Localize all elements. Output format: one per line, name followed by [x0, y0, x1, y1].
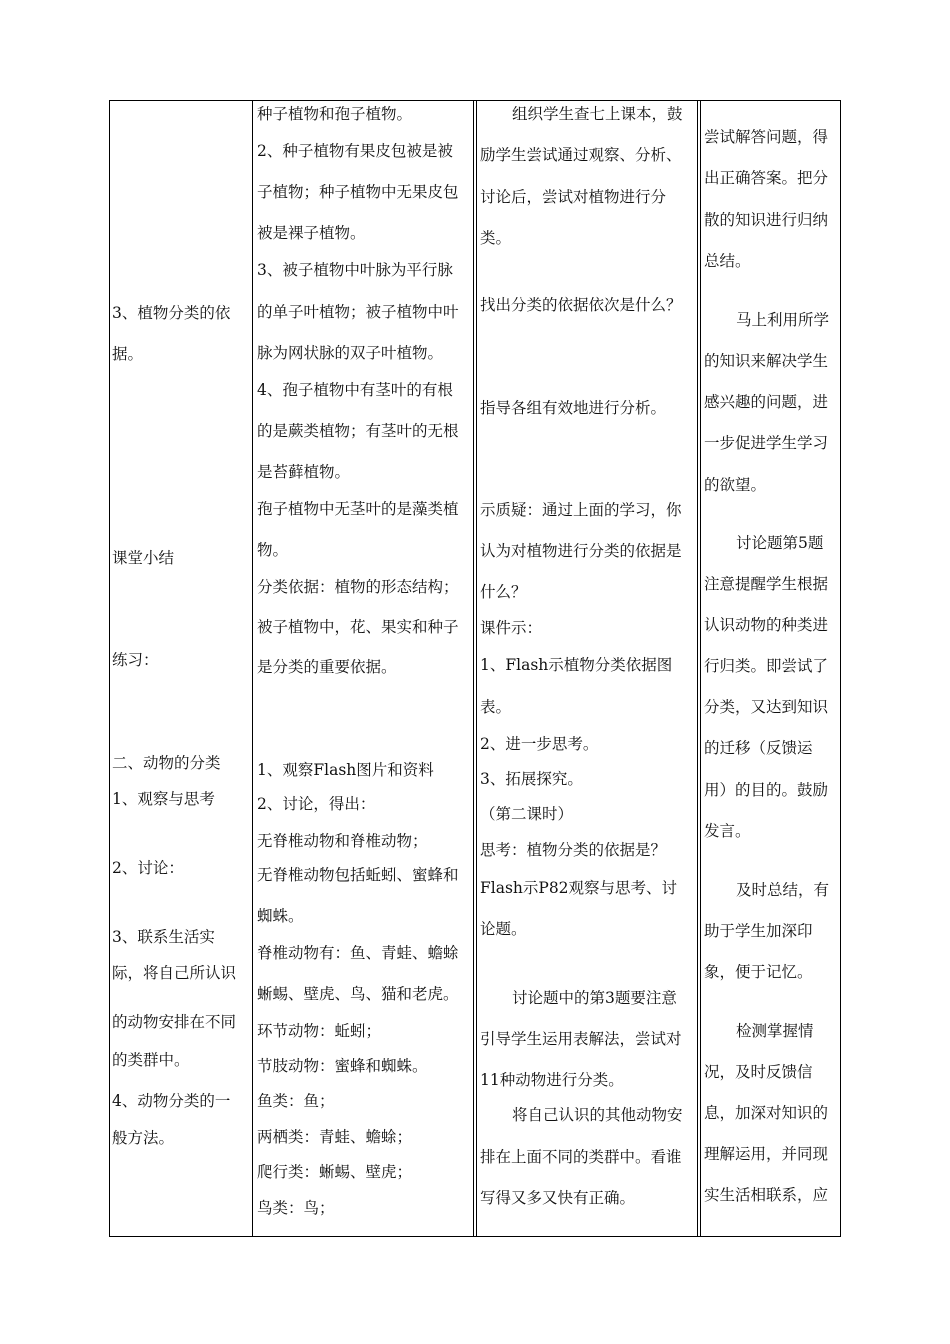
text-line: 2、种子植物有果皮包被是被: [257, 142, 453, 160]
text-line: 思考：植物分类的依据是？: [480, 841, 667, 859]
text-line: 尝试解答问题，得: [704, 128, 829, 146]
text-line: 励学生尝试通过观察、分析、: [480, 146, 682, 164]
text-line: 蜥蜴、壁虎、鸟、猫和老虎。: [257, 985, 459, 1003]
text-line: 子植物；种子植物中无果皮包: [257, 183, 459, 201]
text-line: 1、观察与思考: [112, 790, 215, 808]
text-line: 讨论题中的第3题要注意: [512, 989, 677, 1007]
text-line: 环节动物：蚯蚓；: [257, 1022, 382, 1040]
column-content-design-intent: [702, 101, 842, 1236]
text-line: 助于学生加深印: [704, 922, 813, 940]
text-line: 马上利用所学: [736, 311, 830, 329]
text-line: 节肢动物：蜜蜂和蜘蛛。: [257, 1057, 428, 1075]
text-line: 分类依据：植物的形态结构；: [257, 578, 459, 596]
text-line: 3、植物分类的依: [112, 304, 231, 322]
column-divider: [697, 101, 701, 1236]
text-line: 4、孢子植物中有茎叶的有根: [257, 381, 453, 399]
text-line: 表。: [480, 698, 512, 716]
text-line: 际，将自己所认识: [112, 964, 237, 982]
text-line: 2、讨论：: [112, 859, 184, 877]
text-line: 两栖类：青蛙、蟾蜍；: [257, 1128, 413, 1146]
text-line: 孢子植物中无茎叶的是藻类植: [257, 500, 459, 518]
text-line: 及时总结，有: [736, 881, 830, 899]
text-line: 无脊椎动物包括蚯蚓、蜜蜂和: [257, 866, 459, 884]
text-line: 3、被子植物中叶脉为平行脉: [257, 261, 453, 279]
text-line: 出正确答案。把分: [704, 169, 829, 187]
text-line: 理解运用，并同现: [704, 1145, 829, 1163]
text-line: 论题。: [480, 920, 527, 938]
text-line: 指导各组有效地进行分析。: [480, 399, 667, 417]
text-line: 类。: [480, 229, 512, 247]
text-line: 3、拓展探究。: [480, 770, 583, 788]
text-line: 3、联系生活实: [112, 928, 215, 946]
text-line: 1、观察Flash图片和资料: [257, 761, 434, 779]
text-line: 散的知识进行归纳: [704, 211, 829, 229]
text-line: 分类，又达到知识: [704, 698, 829, 716]
text-line: 2、讨论，得出：: [257, 795, 376, 813]
text-line: （第二课时）: [480, 805, 574, 823]
text-line: 讨论后，尝试对植物进行分: [480, 188, 667, 206]
text-line: 象，便于记忆。: [704, 963, 813, 981]
text-line: 鸟类：鸟；: [257, 1199, 335, 1217]
text-line: 的单子叶植物；被子植物中叶: [257, 303, 459, 321]
text-line: 据。: [112, 345, 144, 363]
text-line: 用）的目的。鼓励: [704, 781, 829, 799]
text-line: 感兴趣的问题，进: [704, 393, 829, 411]
text-line: 将自己认识的其他动物安: [512, 1106, 683, 1124]
text-line: 课件示：: [480, 619, 543, 637]
text-line: 认识动物的种类进: [704, 616, 829, 634]
text-line: 检测掌握情: [736, 1022, 814, 1040]
text-line: 的知识来解决学生: [704, 352, 829, 370]
column-divider: [473, 101, 477, 1236]
text-line: 实生活相联系，应: [704, 1186, 829, 1204]
text-line: 课堂小结: [112, 549, 175, 567]
text-line: 爬行类：蜥蜴、壁虎；: [257, 1163, 413, 1181]
text-line: 二、动物的分类: [112, 754, 221, 772]
column-content-teacher-activity: [478, 101, 697, 1236]
text-line: 找出分类的依据依次是什么？: [480, 296, 682, 314]
text-line: 的动物安排在不同: [112, 1013, 237, 1031]
text-line: 是分类的重要依据。: [257, 658, 397, 676]
text-line: 鱼类：鱼；: [257, 1092, 335, 1110]
column-divider: [252, 101, 253, 1236]
text-line: 引导学生运用表解法，尝试对: [480, 1030, 682, 1048]
text-line: 般方法。: [112, 1129, 175, 1147]
text-line: 2、进一步思考。: [480, 735, 599, 753]
text-line: 组织学生查七上课本，鼓: [512, 105, 683, 123]
text-line: Flash示P82观察与思考、讨: [480, 879, 678, 897]
column-content-topics: [110, 101, 252, 1236]
text-line: 11种动物进行分类。: [480, 1071, 624, 1089]
text-line: 4、动物分类的一: [112, 1092, 231, 1110]
text-line: 的欲望。: [704, 476, 767, 494]
text-line: 注意提醒学生根据: [704, 575, 829, 593]
text-line: 被子植物中，花、果实和种子: [257, 618, 459, 636]
text-line: 脊椎动物有：鱼、青蛙、蟾蜍: [257, 944, 459, 962]
text-line: 行归类。即尝试了: [704, 657, 829, 675]
text-line: 排在上面不同的类群中。看谁: [480, 1148, 682, 1166]
text-line: 脉为网状脉的双子叶植物。: [257, 344, 444, 362]
text-line: 认为对植物进行分类的依据是: [480, 542, 682, 560]
lesson-plan-table: [109, 100, 841, 1237]
text-line: 什么？: [480, 583, 527, 601]
text-line: 况，及时反馈信: [704, 1063, 813, 1081]
text-line: 一步促进学生学习: [704, 434, 829, 452]
text-line: 的是蕨类植物；有茎叶的无根: [257, 422, 459, 440]
text-line: 蜘蛛。: [257, 907, 304, 925]
text-line: 的迁移（反馈运: [704, 739, 813, 757]
text-line: 的类群中。: [112, 1051, 190, 1069]
text-line: 写得又多又快有正确。: [480, 1189, 636, 1207]
text-line: 1、Flash示植物分类依据图: [480, 656, 673, 674]
text-line: 示质疑：通过上面的学习，你: [480, 501, 682, 519]
text-line: 练习：: [112, 651, 159, 669]
text-line: 种子植物和孢子植物。: [257, 105, 413, 123]
column-content-student-activity: [255, 101, 473, 1236]
text-line: 是苔藓植物。: [257, 463, 351, 481]
text-line: 发言。: [704, 822, 751, 840]
text-line: 物。: [257, 541, 289, 559]
text-line: 总结。: [704, 252, 751, 270]
text-line: 讨论题第5题: [736, 534, 824, 552]
text-line: 被是裸子植物。: [257, 224, 366, 242]
text-line: 无脊椎动物和脊椎动物；: [257, 832, 428, 850]
text-line: 息，加深对知识的: [704, 1104, 829, 1122]
